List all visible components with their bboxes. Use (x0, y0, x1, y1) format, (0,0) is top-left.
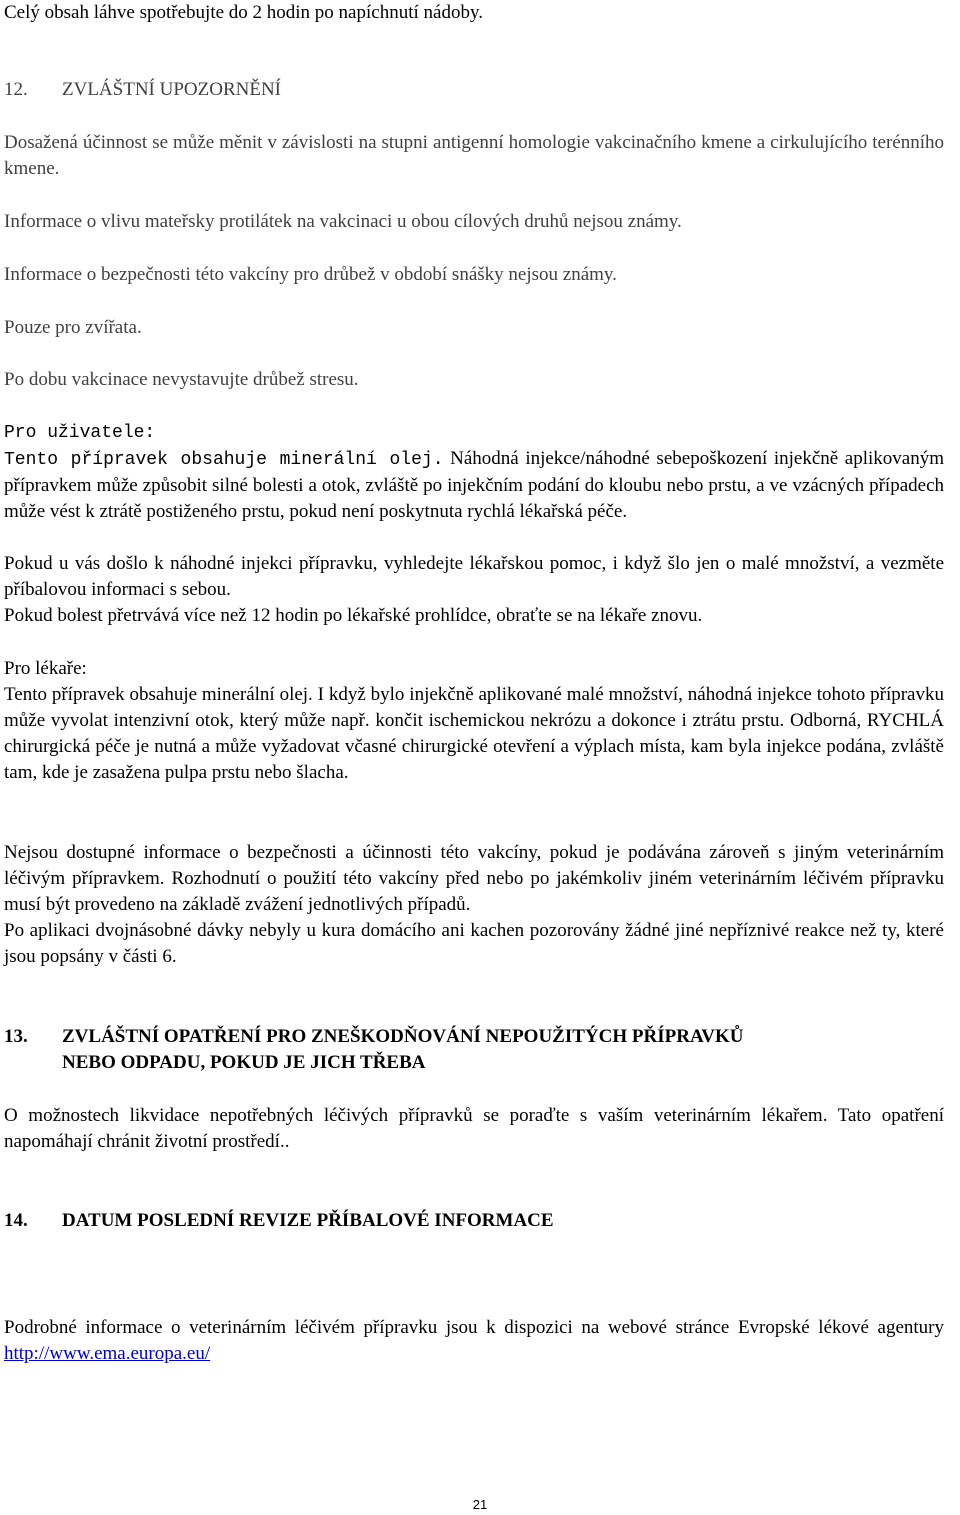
section-14-number: 14. (4, 1210, 28, 1231)
s12-paragraph-6: Nejsou dostupné informace o bezpečnosti a účinnosti této vakcíny, pokud je podávána zároveň s jiným veterinárním léčivým přípravkem. Rozhodnutí o použití této vakcíny před nebo po jakémkoliv jiném veterinárním léčivém přípravku musí být provedeno na základě zvážení jednotlivých případů. (4, 842, 944, 915)
s12-paragraph-4: Pouze pro zvířata. (4, 317, 142, 338)
footer-paragraph (4, 1315, 944, 1367)
users-mineral-oil-note: Tento přípravek obsahuje minerální olej. (4, 450, 444, 470)
s12-paragraph-5: Po dobu vakcinace nevystavujte drůbež stresu. (4, 369, 359, 390)
section-13-heading (4, 1024, 743, 1076)
users-paragraph-3: Pokud bolest přetrvává více než 12 hodin po lékařské prohlídce, obraťte se na lékaře znovu. (4, 605, 703, 626)
users-paragraph-1 (4, 446, 944, 525)
page-number: 21 (472, 1497, 488, 1512)
s12-paragraph-7: Po aplikaci dvojnásobné dávky nebyly u kura domácího ani kachen pozorovány žádné jiné nepříznivé reakce než ty, které jsou popsány v části 6. (4, 920, 944, 967)
users-injection-warning: Náhodná injekce/náhodné sebepoškození injekčně aplikovaným přípravkem může způsobit silné bolesti a otok, zvláště po injekčním podání do kloubu nebo prstu, a ve vzácných případech může vést k ztrátě postiženého prstu, pokud není poskytnuta rychlá lékařská péče. (4, 448, 945, 522)
section-14-heading (4, 1208, 554, 1234)
s12-paragraph-3: Informace o bezpečnosti této vakcíny pro drůbež v období snášky nejsou známy. (4, 264, 617, 285)
ema-website-link[interactable]: http://www.ema.europa.eu/ (4, 1343, 211, 1364)
section-12-heading (4, 77, 281, 103)
section-13-number: 13. (4, 1026, 28, 1047)
s13-paragraph-1: O možnostech likvidace nepotřebných léčivých přípravků se poraďte s vaším veterinárním lékařem. Tato opatření napomáhají chránit životní prostředí.. (4, 1105, 944, 1152)
footer-text: Podrobné informace o veterinárním léčivém přípravku jsou k dispozici na webové stránce Evropské lékové agentury (4, 1317, 944, 1338)
section-12-number: 12. (4, 79, 28, 100)
s12-paragraph-1: Dosažená účinnost se může měnit v závislosti na stupni antigenní homologie vakcinačního kmene a cirkulujícího terénního kmene. (4, 132, 944, 179)
doctors-paragraph-1: Tento přípravek obsahuje minerální olej. I když bylo injekčně aplikované malé množství, náhodná injekce tohoto přípravku může vyvolat intenzivní otok, který může např. končit ischemickou nekrózu a dokonce i ztrátu prstu. Odborná, RYCHLÁ chirurgická péče je nutná a může vyžadovat včasné chirurgické otevření a výplach místa, kam byla injekce podána, zvláště tam, kde je zasažena pulpa prstu nebo šlacha. (4, 684, 944, 783)
s12-paragraph-2: Informace o vlivu mateřsky protilátek na vakcinaci u obou cílových druhů nejsou známy. (4, 211, 682, 232)
users-heading: Pro uživatele: (4, 423, 156, 443)
users-paragraph-2: Pokud u vás došlo k náhodné injekci přípravku, vyhledejte lékařskou pomoc, i když šlo jen o malé množství, a vezměte příbalovou informaci s sebou. (4, 553, 944, 600)
top-line: Celý obsah láhve spotřebujte do 2 hodin po napíchnutí nádoby. (4, 2, 483, 23)
section-13-title-line-2: NEBO ODPADU, POKUD JE JICH TŘEBA (62, 1052, 426, 1073)
section-12-title: ZVLÁŠTNÍ UPOZORNĚNÍ (62, 79, 282, 100)
section-14-title: DATUM POSLEDNÍ REVIZE PŘÍBALOVÉ INFORMACE (62, 1210, 554, 1231)
section-13-title-line-1: ZVLÁŠTNÍ OPATŘENÍ PRO ZNEŠKODŇOVÁNÍ NEPOUŽITÝCH PŘÍPRAVKŮ (62, 1026, 744, 1047)
doctors-heading: Pro lékaře: (4, 658, 87, 679)
